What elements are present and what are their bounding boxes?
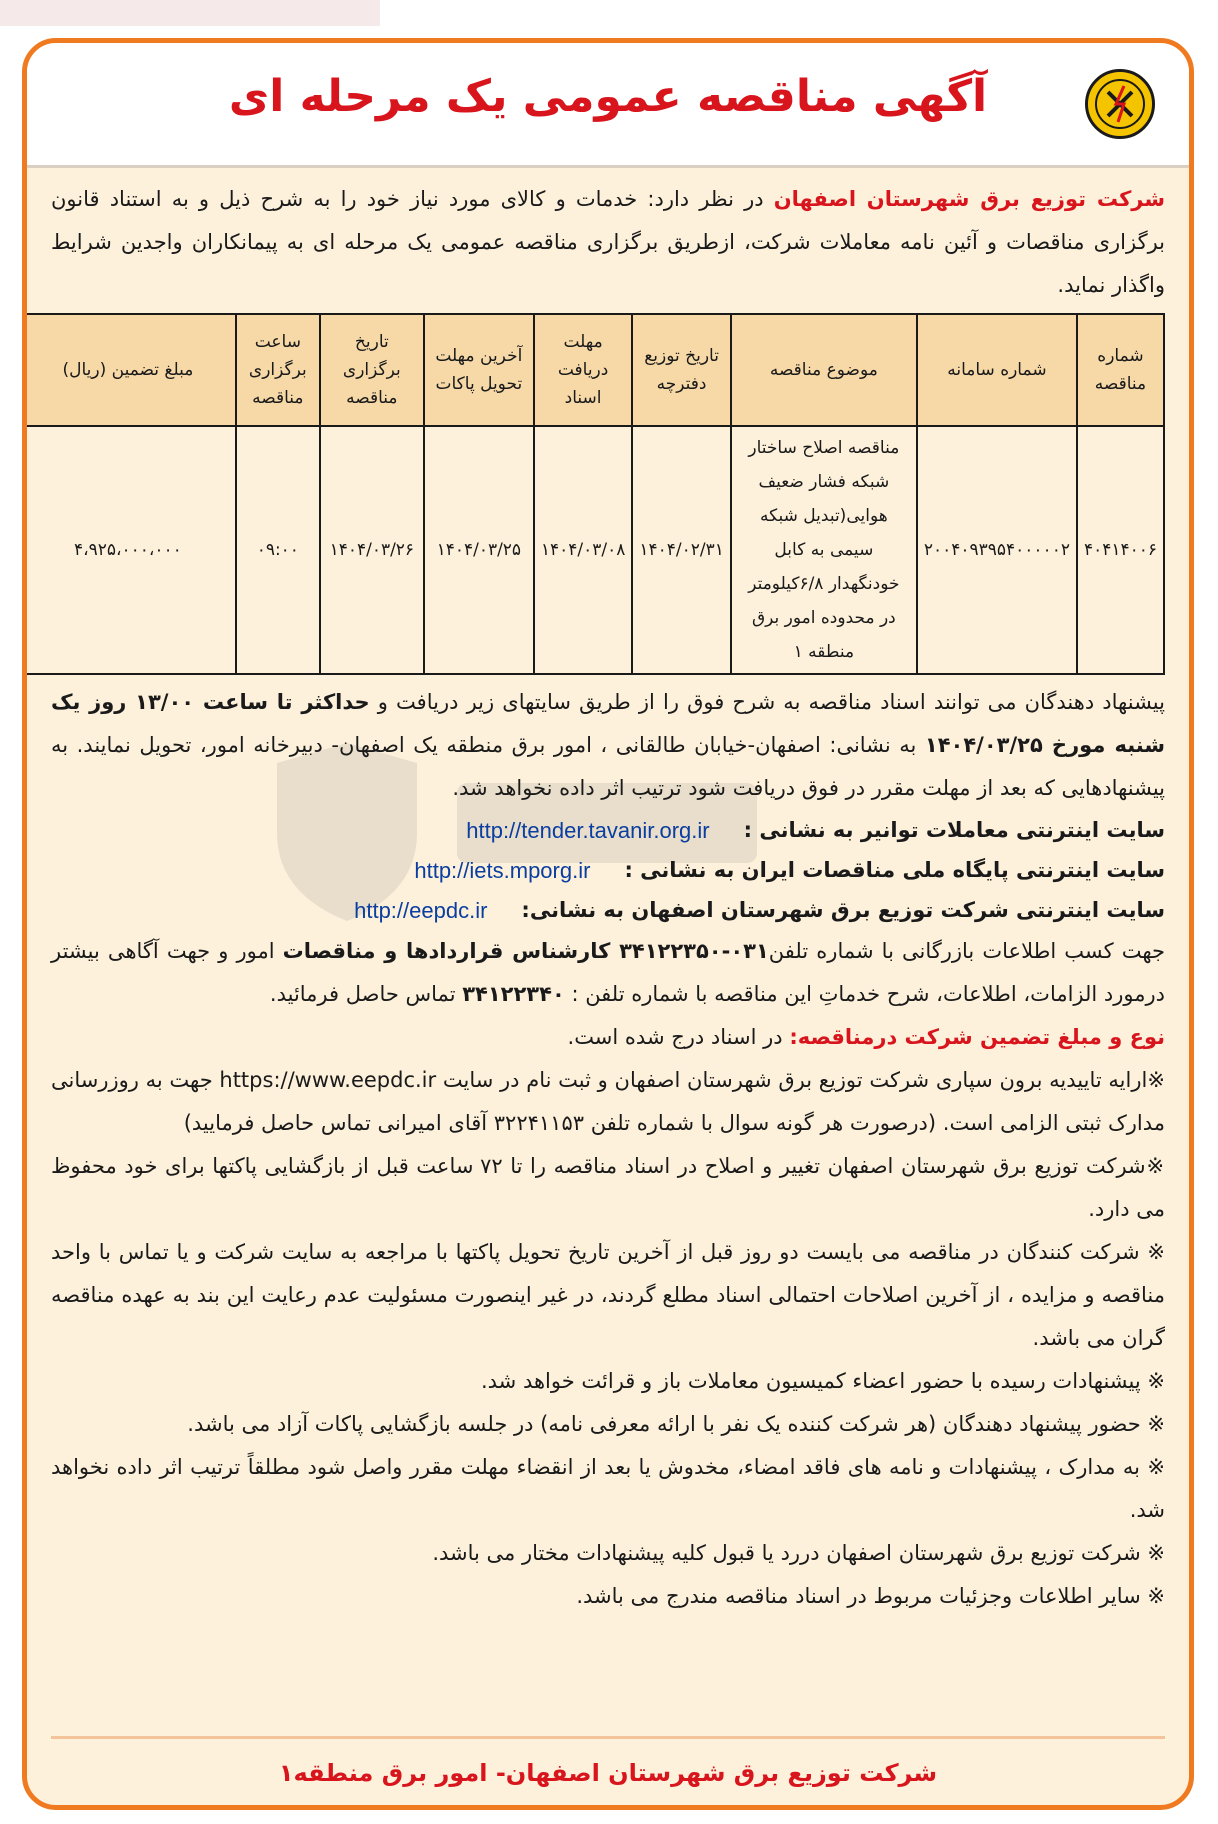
- cell-guarantee-amount: ۴،۹۲۵،۰۰۰،۰۰۰: [22, 426, 236, 674]
- cell-envelope-deadline: ۱۴۰۴/۰۳/۲۵: [424, 426, 534, 674]
- top-strip: [0, 0, 380, 26]
- contact-paragraph: [51, 930, 1165, 1016]
- page-title: آگهی مناقصه عمومی یک مرحله ای: [228, 71, 988, 122]
- note-item: ※ سایر اطلاعات وجزئیات مربوط در اسناد مناقصه مندرج می باشد.: [576, 1584, 1165, 1608]
- site-iets-link[interactable]: http://iets.mporg.ir: [414, 857, 591, 883]
- announcement-frame: [22, 38, 1194, 1810]
- header-guarantee-amount: مبلغ تضمین (ریال): [22, 314, 236, 426]
- header-tender-time: ساعت برگزاری مناقصه: [236, 314, 320, 426]
- cell-document-deadline: ۱۴۰۴/۰۳/۰۸: [534, 426, 633, 674]
- site-eepdc-link[interactable]: http://eepdc.ir: [354, 897, 488, 923]
- cell-subject: مناقصه اصلاح ساختار شبکه فشار ضعیف هوایی(تبدیل شبکه سیمی به کابل خودنگهدار ۶/۸کیلومتر در محدوده امور برق منطقه ۱: [731, 426, 917, 674]
- header: [27, 43, 1189, 168]
- cell-tender-time: ۰۹:۰۰: [236, 426, 320, 674]
- guarantee-label: نوع و مبلغ تضمین شرکت درمناقصه:: [789, 1025, 1165, 1049]
- announcement-body: [51, 178, 1165, 1618]
- submission-paragraph: [51, 681, 1165, 810]
- guarantee-paragraph: [51, 1016, 1165, 1059]
- submission-text: پیشنهاد دهندگان می توانند اسناد مناقصه به شرح فوق را از طریق سایتهای زیر دریافت و: [369, 690, 1165, 714]
- header-tender-date: تاریخ برگزاری مناقصه: [320, 314, 424, 426]
- cell-distribution-date: ۱۴۰۴/۰۲/۳۱: [632, 426, 731, 674]
- submission-deadline: حداکثر تا ساعت ۱۳/۰۰ روز یک شنبه مورخ ۱۴۰۴/۰۳/۲۵: [51, 690, 1165, 757]
- footer-company: شرکت توزیع برق شهرستان اصفهان- امور برق منطقه۱: [278, 1759, 938, 1787]
- contact-text: جهت کسب اطلاعات بازرگانی با شماره تلفن: [768, 939, 1165, 963]
- header-subject: موضوع مناقصه: [731, 314, 917, 426]
- table-row: [22, 426, 1164, 674]
- note-item: ※ارایه تاییدیه برون سپاری شرکت توزیع برق شهرستان اصفهان و ثبت نام در سایت https://www.eepdc.ir جهت به روزرسانی مدارک ثبتی الزامی است. (درصورت هر گونه سوال با شماره تلفن ۳۲۲۴۱۱۵۳ آقای امیرانی تماس حاصل فرمایید): [51, 1068, 1165, 1135]
- header-tender-number: شماره مناقصه: [1077, 314, 1164, 426]
- note-item: ※ شرکت توزیع برق شهرستان اصفهان دررد یا قبول کلیه پیشنهادات مختار می باشد.: [432, 1541, 1165, 1565]
- electric-company-logo-icon: [1085, 69, 1155, 139]
- company-name: شرکت توزیع برق شهرستان اصفهان: [773, 187, 1165, 211]
- site-iets: [51, 850, 1165, 890]
- cell-tender-date: ۱۴۰۴/۰۳/۲۶: [320, 426, 424, 674]
- contact-text-3: تماس حاصل فرمائید.: [269, 982, 463, 1006]
- site-eepdc: [51, 890, 1165, 930]
- contact-technical-phone: ۳۴۱۲۲۳۴۰: [462, 982, 565, 1006]
- site-tavanir-link[interactable]: http://tender.tavanir.org.ir: [466, 817, 710, 843]
- header-envelope-deadline: آخرین مهلت تحویل پاکات: [424, 314, 534, 426]
- site-eepdc-label: سایت اینترنتی شرکت توزیع برق شهرستان اصفهان به نشانی:: [521, 897, 1165, 922]
- note-item: ※ حضور پیشنهاد دهندگان (هر شرکت کننده یک نفر با ارائه معرفی نامه) در جلسه بازگشایی پاکات آزاد می باشد.: [187, 1412, 1165, 1436]
- site-tavanir: [51, 810, 1165, 850]
- note-item: ※شرکت توزیع برق شهرستان اصفهان تغییر و اصلاح در اسناد مناقصه را تا ۷۲ ساعت قبل از بازگشایی پاکتها برای خود محفوظ می دارد.: [51, 1154, 1166, 1221]
- guarantee-text: در اسناد درج شده است.: [567, 1025, 790, 1049]
- site-tavanir-label: سایت اینترنتی معاملات توانیر به نشانی :: [743, 817, 1165, 842]
- table-header-row: [22, 314, 1164, 426]
- contact-commercial-phone: ۰۳۱-۳۴۱۲۲۳۵۰ کارشناس قراردادها و مناقصات: [282, 939, 769, 963]
- note-item: ※ شرکت کنندگان در مناقصه می بایست دو روز قبل از آخرین تاریخ تحویل پاکتها با مراجعه به سایت شرکت و یا تماس با واحد مناقصه و مزایده ، از آخرین اصلاحات احتمالی اسناد مطلع گردند، در غیر اینصورت مسئولیت عدم رعایت این بند به عهده مناقصه گران می باشد.: [51, 1240, 1165, 1350]
- tender-table: [22, 313, 1165, 675]
- note-item: ※ به مدارک ، پیشنهادات و نامه های فاقد امضاء، مخدوش یا بعد از انقضاء مهلت مقرر واصل شود مطلقاً ترتیب اثر داده نخواهد شد.: [51, 1455, 1165, 1522]
- header-system-number: شماره سامانه: [917, 314, 1077, 426]
- contact-text-2: امور و جهت آگاهی بیشتر درمورد الزامات، اطلاعات، شرح خدماتِ این مناقصه با شماره تلفن :: [51, 939, 1165, 1006]
- cell-tender-number: ۴۰۴۱۴۰۰۶: [1077, 426, 1164, 674]
- note-item: ※ پیشنهادات رسیده با حضور اعضاء کمیسیون معاملات باز و قرائت خواهد شد.: [480, 1369, 1165, 1393]
- site-iets-label: سایت اینترنتی پایگاه ملی مناقصات ایران به نشانی :: [624, 857, 1165, 882]
- cell-system-number: ۲۰۰۴۰۹۳۹۵۴۰۰۰۰۰۲: [917, 426, 1077, 674]
- intro-paragraph: [51, 178, 1165, 307]
- header-distribution-date: تاریخ توزیع دفترچه: [632, 314, 731, 426]
- footer-divider: [51, 1736, 1165, 1739]
- intro-text: در نظر دارد: خدمات و کالای مورد نیاز خود را به شرح ذیل و به استناد قانون برگزاری مناقصات و آئین نامه معاملات شرکت، ازطریق برگزاری مناقصه عمومی یک مرحله ای به پیمانکاران واجدین شرایط واگذار نماید.: [51, 187, 1165, 297]
- header-document-deadline: مهلت دریافت اسناد: [534, 314, 633, 426]
- submission-address: به نشانی: اصفهان-خیابان طالقانی ، امور برق منطقه یک اصفهان- دبیرخانه امور، تحویل نمایند. به پیشنهادهایی که بعد از مهلت مقرر در فوق دریافت شود ترتیب اثر داده نخواهد شد.: [51, 733, 1165, 800]
